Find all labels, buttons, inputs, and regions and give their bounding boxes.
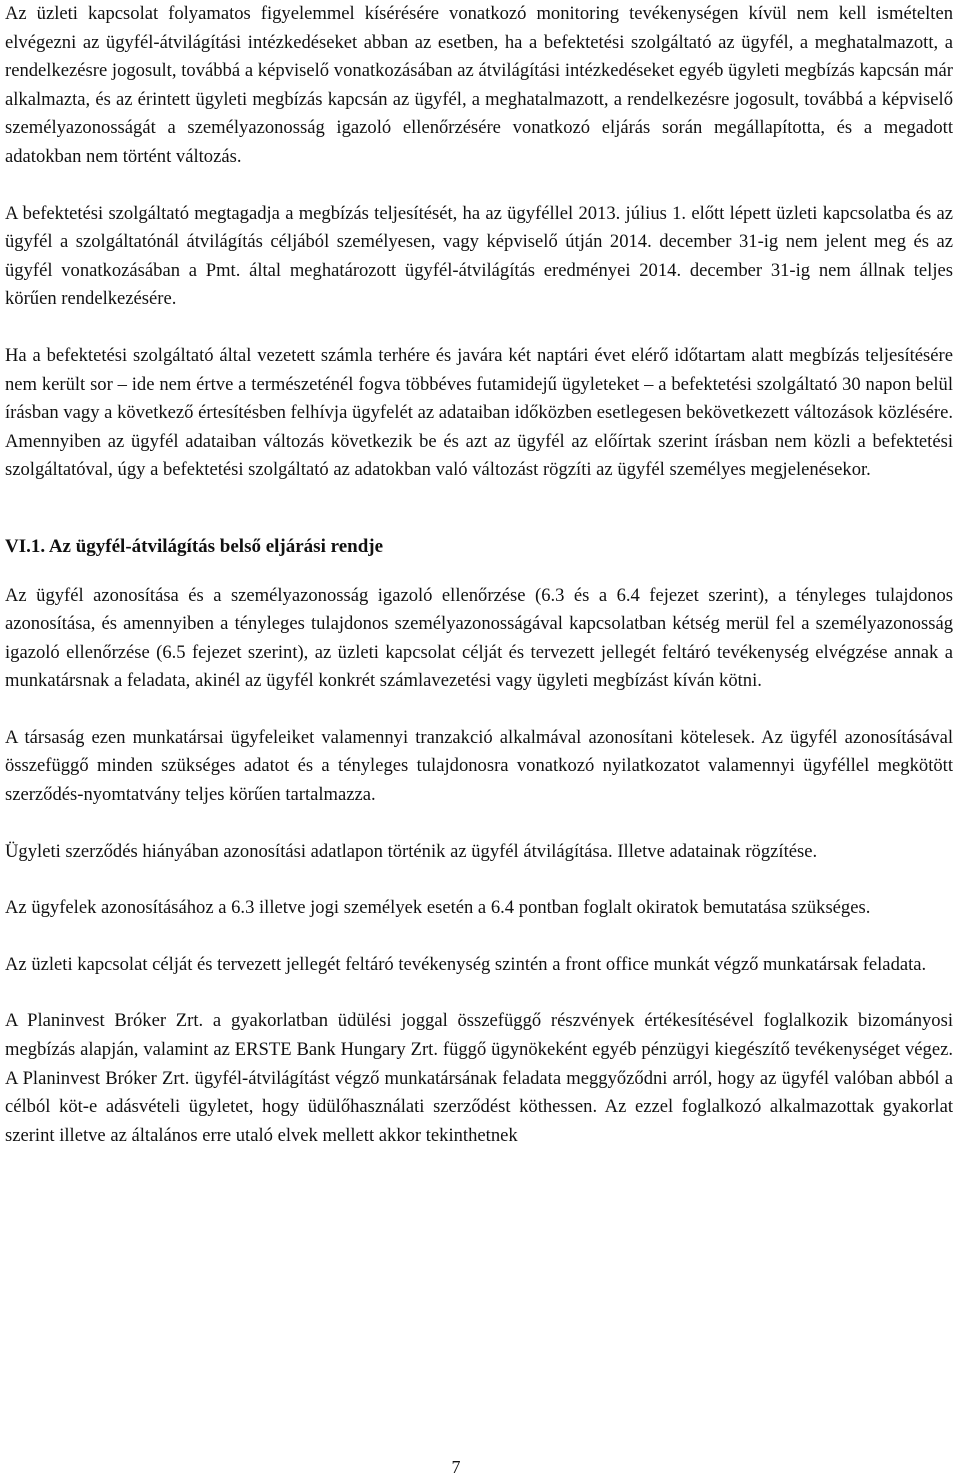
document-page [5,0,953,1150]
paragraph-no-contract: Ügyleti szerződés hiányában azonosítási adatlapon történik az ügyfél átvilágítása. Illetve adatainak rögzítése. [5,840,818,862]
paragraph-employees-duty: A társaság ezen munkatársai ügyfeleiket valamennyi tranzakció alkalmával azonosítani kötelesek. Az ügyfél azonosításával összefüggő minden szükséges adatot és a tényleges tulajdonosra vonatkozó nyilatkozatot valamennyi ügyféllel megkötött szerződés-nyomtatvány teljes körűen tartalmazza. [5,726,953,806]
paragraph-refusal: A befektetési szolgáltató megtagadja a megbízás teljesítését, ha az ügyféllel 2013. július 1. előtt lépett üzleti kapcsolatba és az ügyfél a szolgáltatónál átvilágítás céljából személyesen, vagy képviselő útján 2014. december 31-ig nem jelent meg és az ügyfél vonatkozásában a Pmt. által meghatározott ügyfél-átvilágítás eredményei 2014. december 31-ig nem állnak teljes körűen rendelkezésére. [5,202,953,310]
page-number: 7 [451,1457,461,1477]
paragraph-identification: Az ügyfél azonosítása és a személyazonosság igazoló ellenőrzése (6.3 és a 6.4 fejezet szerint), a tényleges tulajdonos azonosítása, és amennyiben a tényleges tulajdonos személyazonosságával kapcsolatban kétség merül fel a személyazonosság igazoló ellenőrzése (6.5 fejezet szerint), az üzleti kapcsolat célját és tervezett jellegét feltáró tevékenység elvégzése annak a munkatársnak a feladata, akinél az ügyfél konkrét számlavezetési vagy ügyleti megbízást kíván kötni. [5,584,953,692]
paragraph-monitoring: Az üzleti kapcsolat folyamatos figyelemmel kísérésére vonatkozó monitoring tevékenységen kívül nem kell ismételten elvégezni az ügyfél-átvilágítási intézkedéseket abban az esetben, ha a befektetési szolgáltató az ügyfél, a meghatalmazott, a rendelkezésre jogosult, továbbá a képviselő vonatkozásában az átvilágítási intézkedéseket egyéb ügyleti megbízás kapcsán már alkalmazta, és az érintett ügyleti megbízás kapcsán az ügyfél, a meghatalmazott, a rendelkezésre jogosult, továbbá a képviselő személyazonosságát a személyazonosság igazoló ellenőrzésére vonatkozó eljárás során megállapította, és a megadott adatokban nem történt változás. [5,3,953,167]
paragraph-account-inactivity: Ha a befektetési szolgáltató által vezetett számla terhére és javára két naptári évet elérő időtartam alatt megbízás teljesítésére nem került sor – ide nem értve a természeténél fogva többéves futamidejű ügyleteket – a befektetési szolgáltató 30 napon belül írásban vagy a következő értesítésben felhívja ügyfelét az adataiban időközben esetlegesen bekövetkezett változások közlésére. Amennyiben az ügyfél adataiban változás következik be és azt az ügyfél az előírtak szerint írásban nem közli a befektetési szolgáltatóval, úgy a befektetési szolgáltató az adatokban való változást rögzíti az ügyfél személyes megjelenésekor. [5,344,953,481]
paragraph-planinvest: A Planinvest Bróker Zrt. a gyakorlatban üdülési joggal összefüggő részvények értékesítésével foglalkozik bizományosi megbízás alapján, valamint az ERSTE Bank Hungary Zrt. függő ügynökeként egyéb pénzügyi kiegészítő tevékenységet végez. A Planinvest Bróker Zrt. ügyfél-átvilágítást végző munkatársának feladata meggyőződni arról, hogy az ügyfél valóban abból a célból köt-e adásvételi ügyletet, hogy üdülőhasználati szerződést köthessen. Az ezzel foglalkozó alkalmazottak gyakorlat szerint illetve az általános erre utaló elvek mellett akkor tekinthetnek [5,1010,953,1146]
paragraph-documents: Az ügyfelek azonosításához a 6.3 illetve jogi személyek esetén a 6.4 pontban foglalt okiratok bemutatása szükséges. [5,897,871,919]
section-heading: VI.1. Az ügyfél-átvilágítás belső eljárási rendje [5,535,384,557]
paragraph-front-office: Az üzleti kapcsolat célját és tervezett jellegét feltáró tevékenység szintén a front office munkát végző munkatársak feladata. [5,953,927,975]
